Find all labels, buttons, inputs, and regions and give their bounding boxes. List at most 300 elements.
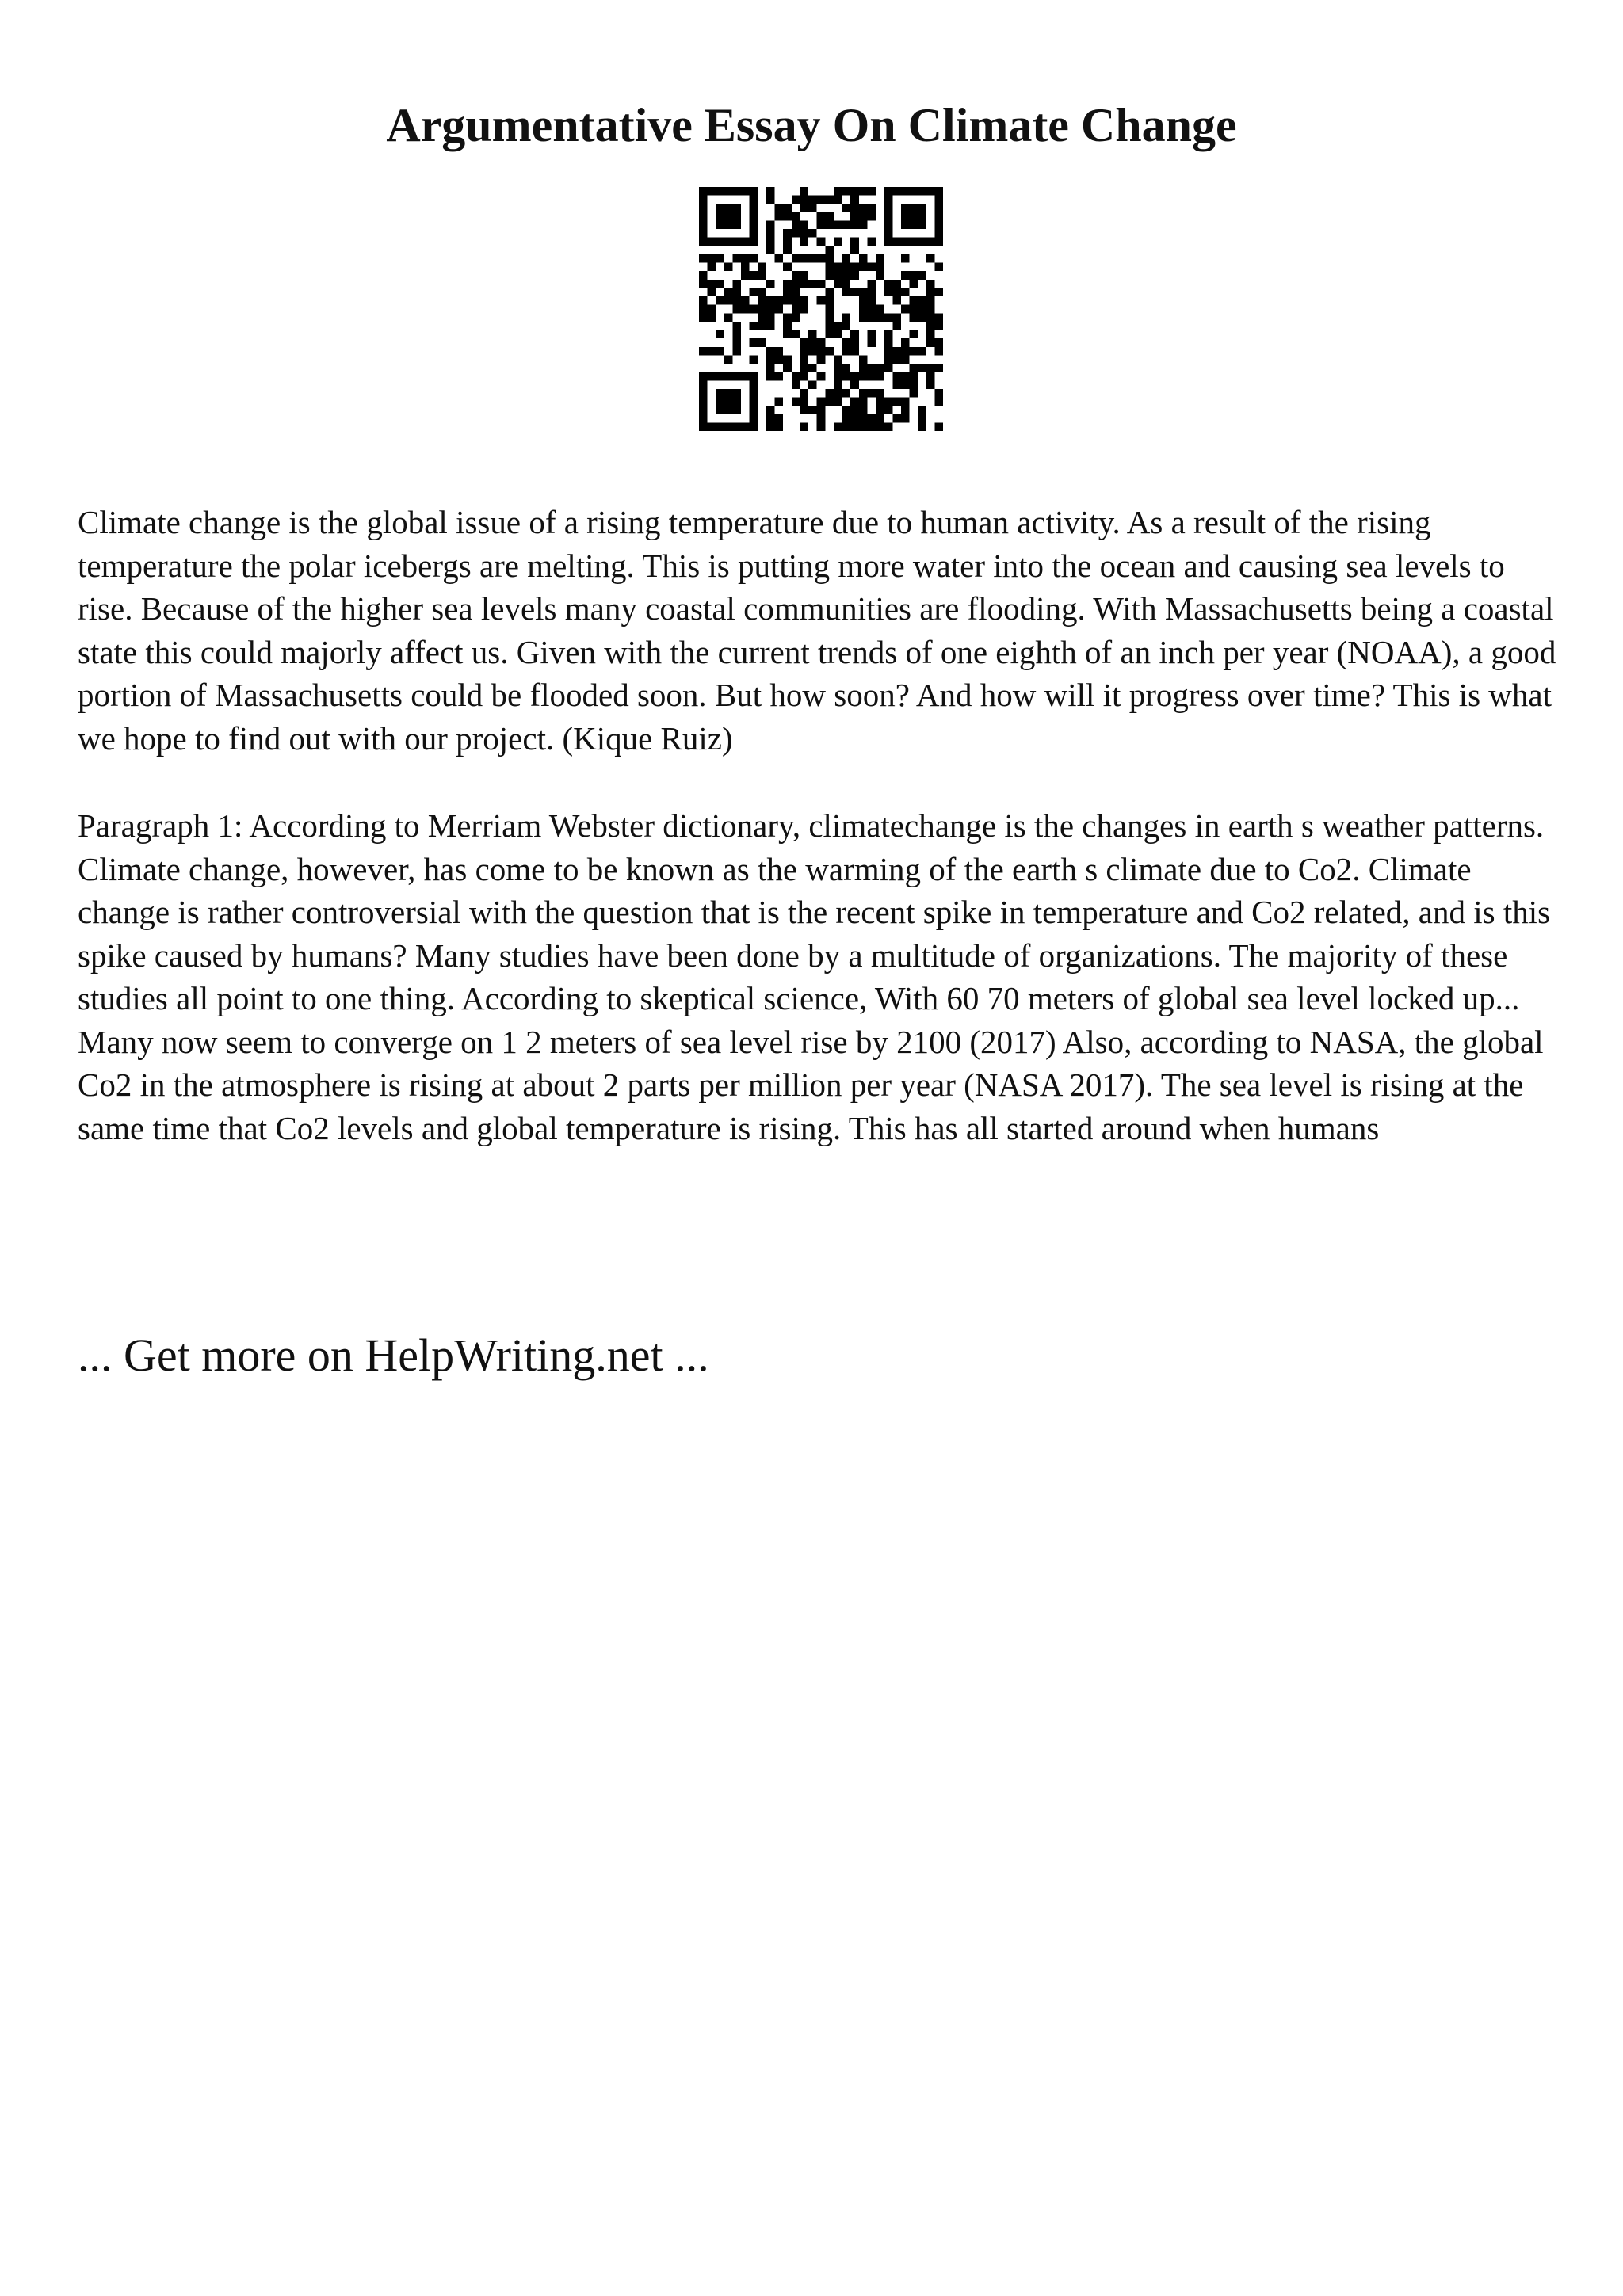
qr-module [867,330,876,339]
qr-module [724,212,733,221]
qr-module [766,414,775,423]
qr-module [876,263,884,272]
qr-module [910,347,918,356]
qr-module [850,288,859,296]
qr-module [850,196,859,204]
qr-module [783,364,792,372]
qr-module [901,398,910,406]
qr-module [783,296,792,305]
qr-module [800,398,808,406]
qr-module [825,212,834,221]
qr-module [859,364,868,372]
qr-module [750,305,758,314]
qr-module [699,422,708,431]
qr-module [884,313,893,322]
qr-module [766,355,775,364]
qr-module [741,254,750,263]
qr-module [766,187,775,196]
qr-module [800,229,808,238]
qr-module [699,380,708,389]
qr-module [834,355,842,364]
qr-module [750,389,758,398]
qr-module [876,313,884,322]
qr-module [817,296,826,305]
qr-module [716,398,724,406]
qr-module [867,296,876,305]
qr-module [750,322,758,330]
qr-module [850,204,859,212]
qr-module [825,330,834,339]
qr-module [775,296,784,305]
qr-module [800,372,808,381]
qr-module [732,238,741,246]
qr-module [910,204,918,212]
qr-module [817,414,826,423]
qr-module [783,238,792,246]
qr-module [750,422,758,431]
qr-module [850,271,859,280]
qr-module [808,254,817,263]
qr-module [817,254,826,263]
qr-module [910,380,918,389]
qr-module [775,305,784,314]
qr-module [867,372,876,381]
qr-module [910,364,918,372]
qr-module [825,254,834,263]
qr-module [842,263,851,272]
qr-module [724,288,733,296]
qr-module [699,372,708,381]
qr-module [825,313,834,322]
qr-module [926,313,935,322]
qr-module [934,313,943,322]
qr-module [817,238,826,246]
qr-module [850,220,859,229]
qr-module [800,364,808,372]
qr-module [741,271,750,280]
qr-module [724,422,733,431]
qr-module [817,212,826,221]
qr-module [892,187,901,196]
qr-module [842,372,851,381]
qr-module [792,398,800,406]
qr-module [859,254,868,263]
qr-module [699,187,708,196]
qr-module [758,338,766,347]
qr-module [842,338,851,347]
qr-module [783,212,792,221]
qr-module [901,288,910,296]
qr-module [825,296,834,305]
qr-module [884,347,893,356]
qr-module [708,347,716,356]
qr-module [884,330,893,339]
qr-module [926,338,935,347]
qr-module [884,406,893,414]
qr-module [800,271,808,280]
qr-module [842,187,851,196]
qr-module [850,246,859,254]
qr-module [901,238,910,246]
qr-module [766,196,775,204]
qr-module [901,338,910,347]
qr-module [766,246,775,254]
qr-module [910,305,918,314]
qr-module [842,254,851,263]
qr-module [926,238,935,246]
qr-module [716,280,724,288]
qr-module [783,313,792,322]
qr-module [934,288,943,296]
qr-module [775,422,784,431]
qr-module [842,422,851,431]
qr-module [910,389,918,398]
qr-module [926,254,935,263]
qr-module [834,263,842,272]
qr-module [918,313,926,322]
qr-module [792,380,800,389]
qr-module [724,355,733,364]
qr-module [775,254,784,263]
qr-module [876,414,884,423]
qr-module [775,414,784,423]
qr-module [892,398,901,406]
qr-module [808,347,817,356]
qr-module [867,364,876,372]
qr-module [892,380,901,389]
qr-module [766,280,775,288]
qr-module [716,422,724,431]
qr-module [758,322,766,330]
qr-module [732,422,741,431]
qr-module [800,196,808,204]
qr-code-icon[interactable] [699,187,943,431]
qr-module [724,263,733,272]
qr-module [842,414,851,423]
qr-module [741,305,750,314]
get-more-link[interactable]: ... Get more on HelpWriting.net ... [78,1329,709,1381]
qr-module [732,406,741,414]
qr-module [934,196,943,204]
qr-module [792,313,800,322]
qr-module [892,414,901,423]
qr-module [876,372,884,381]
qr-module [934,398,943,406]
qr-module [850,263,859,272]
qr-module [926,187,935,196]
qr-module [850,187,859,196]
qr-module [766,305,775,314]
qr-module [825,220,834,229]
qr-module [867,204,876,212]
qr-module [901,372,910,381]
qr-module [867,422,876,431]
qr-module [783,322,792,330]
qr-module [892,355,901,364]
qr-module [732,389,741,398]
qr-module [834,398,842,406]
qr-module [910,187,918,196]
qr-module [699,389,708,398]
qr-module [918,422,926,431]
qr-module [867,305,876,314]
qr-module [859,422,868,431]
intro-paragraph: Climate change is the global issue of a rising temperature due to human activity. As a result of the rising temperature the polar icebergs are melting. This is putting more water into the ocean and causing sea levels to rise. Because of the higher sea levels many coastal communities are flooding. With Massachusetts being a coastal state this could majorly affect us. Given with the current trends of one eighth of an inch per year (NOAA), a good portion of Massachusetts could be flooded soon. But how soon? And how will it progress over time? This is what we hope to find out with our project. (Kique Ruiz) [78,504,1556,757]
qr-module [859,355,868,364]
qr-module [817,398,826,406]
qr-module [724,238,733,246]
qr-module [808,196,817,204]
qr-module [758,296,766,305]
qr-module [800,238,808,246]
qr-module [859,389,868,398]
qr-module [775,355,784,364]
qr-module [699,254,708,263]
qr-module [834,322,842,330]
qr-module [901,220,910,229]
qr-module [716,254,724,263]
qr-module [867,263,876,272]
qr-module [792,296,800,305]
qr-module [792,271,800,280]
qr-module [842,288,851,296]
qr-module [850,372,859,381]
qr-module [850,398,859,406]
qr-module [892,280,901,288]
qr-module [918,305,926,314]
qr-module [850,347,859,356]
qr-module [750,254,758,263]
qr-module [808,229,817,238]
qr-module [850,212,859,221]
qr-module [699,212,708,221]
qr-module [901,380,910,389]
qr-module [834,372,842,381]
qr-module [716,220,724,229]
qr-module [732,398,741,406]
qr-module [724,372,733,381]
qr-module [918,406,926,414]
qr-module [724,187,733,196]
qr-module [842,204,851,212]
qr-module [792,229,800,238]
qr-module [892,313,901,322]
qr-module [800,254,808,263]
qr-module [758,271,766,280]
qr-module [750,398,758,406]
qr-module [834,364,842,372]
qr-module [918,212,926,221]
qr-module [918,364,926,372]
qr-module [783,263,792,272]
qr-module [708,313,716,322]
qr-module [876,398,884,406]
qr-module [750,212,758,221]
qr-module [783,246,792,254]
qr-module [934,389,943,398]
qr-module [850,338,859,347]
qr-module [800,220,808,229]
qr-module [724,296,733,305]
qr-module [724,398,733,406]
qr-module [884,288,893,296]
qr-module [750,414,758,423]
qr-module [901,212,910,221]
qr-module [892,238,901,246]
qr-module [699,305,708,314]
qr-module [708,187,716,196]
qr-module [892,372,901,381]
qr-module [792,288,800,296]
qr-module [724,220,733,229]
qr-module [859,296,868,305]
qr-module [699,296,708,305]
qr-module [876,422,884,431]
qr-module [750,406,758,414]
qr-module [716,238,724,246]
qr-module [766,229,775,238]
qr-module [792,305,800,314]
qr-module [716,204,724,212]
qr-module [901,254,910,263]
qr-module [842,322,851,330]
qr-module [876,254,884,263]
qr-module [750,238,758,246]
qr-module [792,372,800,381]
qr-module [842,406,851,414]
qr-module [732,280,741,288]
qr-module [825,263,834,272]
qr-module [732,372,741,381]
qr-module [867,238,876,246]
qr-module [834,238,842,246]
qr-module [850,414,859,423]
qr-module [901,406,910,414]
qr-module [800,422,808,431]
qr-module [859,204,868,212]
qr-module [750,196,758,204]
qr-module [892,322,901,330]
qr-module [926,380,935,389]
qr-module [859,313,868,322]
qr-module [892,288,901,296]
qr-module [732,338,741,347]
qr-module [766,238,775,246]
qr-module [901,414,910,423]
qr-module [716,406,724,414]
qr-module [708,254,716,263]
qr-module [934,220,943,229]
qr-module [758,288,766,296]
qr-module [817,422,826,431]
qr-module [884,398,893,406]
qr-module [808,338,817,347]
qr-module [817,338,826,347]
qr-module [884,338,893,347]
qr-module [699,398,708,406]
qr-module [867,187,876,196]
qr-module [850,380,859,389]
qr-module [901,271,910,280]
qr-module [750,355,758,364]
qr-module [792,280,800,288]
qr-module [892,296,901,305]
qr-module [708,288,716,296]
qr-module [699,220,708,229]
qr-module [918,347,926,356]
qr-module [732,204,741,212]
qr-module [766,364,775,372]
qr-module [901,347,910,356]
paragraph-1: Paragraph 1: According to Merriam Webster dictionary, climatechange is the changes in earth s weather patterns. Climate change, however, has come to be known as the warming of the earth s climate due to Co2. Climate change is rather controversial with the question that is the recent spike in temperature and Co2 related, and is this spike caused by humans? Many studies have been done by a multitude of organizations. The majority of these studies all point to one thing. According to skeptical science, With 60 70 meters of global sea level locked up... Many now seem to converge on 1 2 meters of sea level rise by 2100 (2017) Also, according to NASA, the global Co2 in the atmosphere is rising at about 2 parts per million per year (NASA 2017). The sea level is rising at the same time that Co2 levels and global temperature is rising. This has all started around when humans [78,807,1551,1146]
qr-module [817,220,826,229]
qr-module [716,187,724,196]
qr-module [817,406,826,414]
qr-module [699,271,708,280]
qr-module [775,398,784,406]
qr-module [926,288,935,296]
qr-module [800,305,808,314]
qr-module [808,406,817,414]
qr-module [724,313,733,322]
qr-module [732,254,741,263]
qr-module [850,238,859,246]
qr-module [825,305,834,314]
qr-module [766,406,775,414]
qr-module [817,355,826,364]
qr-module [817,372,826,381]
qr-module [808,380,817,389]
qr-module [750,288,758,296]
qr-module [884,212,893,221]
qr-module [859,288,868,296]
qr-module [775,204,784,212]
qr-module [884,187,893,196]
qr-module [716,389,724,398]
qr-module [834,422,842,431]
qr-module [834,220,842,229]
qr-module [750,229,758,238]
qr-module [732,296,741,305]
qr-module [750,187,758,196]
qr-module [926,364,935,372]
qr-module [699,204,708,212]
qr-module [859,187,868,196]
qr-module [910,313,918,322]
qr-module [817,280,826,288]
qr-module [800,280,808,288]
qr-module [884,220,893,229]
qr-module [901,204,910,212]
qr-module [876,271,884,280]
qr-module [918,187,926,196]
qr-module [842,271,851,280]
qr-module [699,229,708,238]
qr-module [859,414,868,423]
qr-module [800,204,808,212]
qr-module [834,271,842,280]
qr-module [926,322,935,330]
qr-module [859,305,868,314]
qr-module [934,229,943,238]
qr-module [892,347,901,356]
qr-module [766,372,775,381]
qr-module [876,364,884,372]
qr-module [825,347,834,356]
qr-module [732,220,741,229]
qr-module [834,187,842,196]
qr-module [758,305,766,314]
